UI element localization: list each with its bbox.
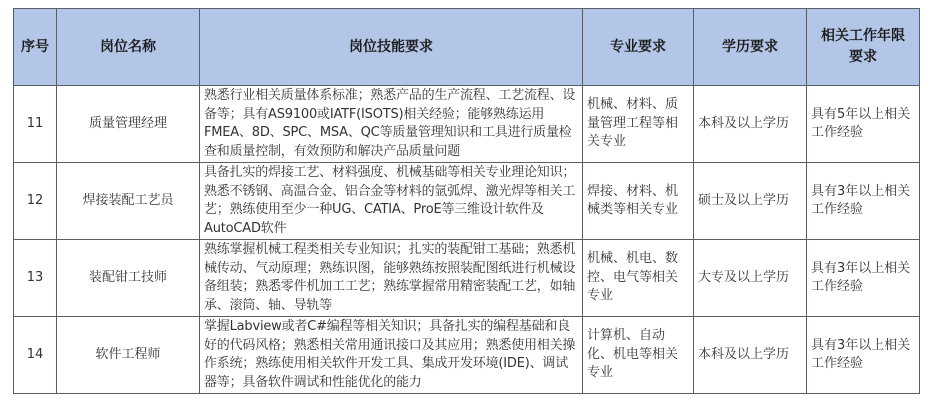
- table-header: [14, 9, 920, 86]
- table-row: [14, 317, 920, 394]
- row-major: 计算机、自动化、机电等相关专业: [583, 317, 694, 394]
- row-education: 硕士及以上学历: [694, 163, 807, 240]
- row-skills: 熟悉行业相关质量体系标准；熟悉产品的生产流程、工艺流程、设备等；具有AS9100或IATF(ISOTS)相关经验；能够熟练运用FMEA、8D、SPC、MSA、QC等质量管理知识和工具进行质量检查和质量控制，有效预防和解决产品质量问题: [200, 86, 583, 163]
- table-row: [14, 240, 920, 317]
- row-skills: 掌握Labview或者C#编程等相关知识；具备扎实的编程基础和良好的代码风格；熟悉相关常用通讯接口及其应用；熟悉使用相关操作系统；熟练使用相关软件开发工具、集成开发环境(IDE)、调试器等；具备软件调试和性能优化的能力: [200, 317, 583, 394]
- row-major: 机械、材料、质量管理工程等相关专业: [583, 86, 694, 163]
- row-experience: 具有5年以上相关工作经验: [807, 86, 920, 163]
- header-major: 专业要求: [583, 9, 694, 86]
- table-row: [14, 163, 920, 240]
- header-position-name: 岗位名称: [57, 9, 200, 86]
- header-skills: 岗位技能要求: [200, 9, 583, 86]
- header-index: 序号: [14, 9, 57, 86]
- row-index: 13: [14, 240, 57, 317]
- row-skills: 具备扎实的焊接工艺、材料强度、机械基础等相关专业理论知识；熟悉不锈钢、高温合金、铝合金等材料的氩弧焊、激光焊等相关工艺；熟练使用至少一种UG、CATIA、ProE等三维设计软件及AutoCAD软件: [200, 163, 583, 240]
- row-experience: 具有3年以上相关工作经验: [807, 240, 920, 317]
- table-body: [14, 86, 920, 394]
- header-row: [14, 9, 920, 86]
- row-experience: 具有3年以上相关工作经验: [807, 317, 920, 394]
- table-row: [14, 86, 920, 163]
- row-education: 本科及以上学历: [694, 86, 807, 163]
- row-major: 机械、机电、数控、电气等相关专业: [583, 240, 694, 317]
- row-skills: 熟练掌握机械工程类相关专业知识；扎实的装配钳工基础；熟悉机械传动、气动原理；熟练识图，能够熟练按照装配图纸进行机械设备组装；熟悉零件机加工工艺；熟练掌握常用精密装配工艺，如轴承、滚筒、轴、导轨等: [200, 240, 583, 317]
- row-position-name: 软件工程师: [57, 317, 200, 394]
- row-index: 11: [14, 86, 57, 163]
- row-education: 本科及以上学历: [694, 317, 807, 394]
- row-major: 焊接、材料、机械类等相关专业: [583, 163, 694, 240]
- row-position-name: 质量管理经理: [57, 86, 200, 163]
- row-position-name: 焊接装配工艺员: [57, 163, 200, 240]
- row-position-name: 装配钳工技师: [57, 240, 200, 317]
- header-education: 学历要求: [694, 9, 807, 86]
- header-experience: 相关工作年限要求: [807, 9, 920, 86]
- job-requirements-table: [13, 8, 920, 394]
- row-index: 12: [14, 163, 57, 240]
- row-index: 14: [14, 317, 57, 394]
- row-education: 大专及以上学历: [694, 240, 807, 317]
- row-experience: 具有3年以上相关工作经验: [807, 163, 920, 240]
